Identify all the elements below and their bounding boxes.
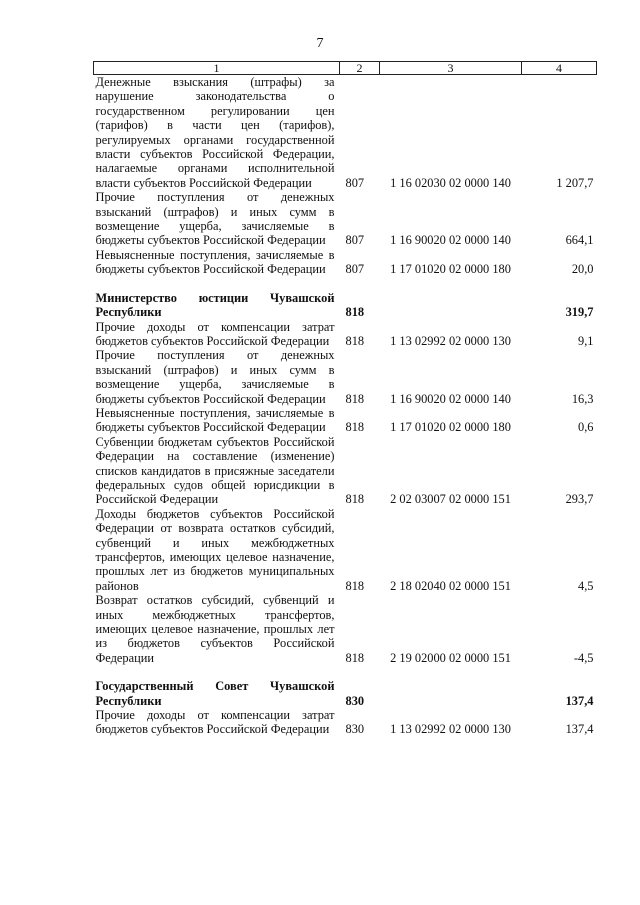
description-cell: Министерство юстиции Чувашской Республики [95,290,335,320]
amount-cell: 4,5 [578,578,594,593]
classification-code-cell: 2 02 03007 02 0000 151 [390,492,511,507]
amount-cell: 9,1 [578,333,594,348]
amount-cell: -4,5 [573,650,594,665]
table-header [94,62,597,75]
classification-code-cell: 2 18 02040 02 0000 151 [390,578,511,593]
column-header-3: 3 [380,62,522,75]
description-cell: Прочие поступления от денежных взысканий (штрафов) и иных сумм в возмещение ущерба, зачисляемые в бюджеты субъектов Российской Федерации [95,348,335,406]
section-row [94,679,597,708]
spacer-cell [94,277,597,291]
page-number: 7 [316,36,324,51]
column-header-2: 2 [340,62,380,75]
description-cell: Доходы бюджетов субъектов Российской Федерации от возврата остатков субсидий, субвенций и иных межбюджетных трансфертов, имеющих целевое назначение, прошлых лет из бюджетов муниципальных районов [95,506,335,593]
amount-cell: 319,7 [565,305,594,320]
column-header-4: 4 [522,62,597,75]
description-cell: Невыясненные поступления, зачисляемые в бюджеты субъектов Российской Федерации [95,247,335,277]
classification-code-cell: 1 16 02030 02 0000 140 [390,175,511,190]
admin-code-cell: 818 [345,305,365,320]
admin-code-cell: 818 [345,420,365,435]
classification-code-cell: 1 13 02992 02 0000 130 [390,722,511,737]
table-row [94,406,597,435]
table-row [94,348,597,406]
revenue-table [93,61,597,737]
table-body [94,75,597,737]
admin-code-cell: 830 [345,722,365,737]
amount-cell: 137,4 [565,693,594,708]
classification-code-cell: 1 17 01020 02 0000 180 [390,262,511,277]
amount-cell: 0,6 [578,420,594,435]
classification-code-cell [380,679,522,708]
amount-cell: 137,4 [565,722,594,737]
admin-code-cell: 830 [345,693,365,708]
classification-code-cell: 2 19 02000 02 0000 151 [390,650,511,665]
table-row [94,435,597,507]
admin-code-cell: 818 [345,492,365,507]
admin-code-cell: 818 [345,391,365,406]
column-header-1: 1 [94,62,340,75]
amount-cell: 293,7 [565,492,594,507]
table-row [94,593,597,665]
classification-code-cell: 1 16 90020 02 0000 140 [390,391,511,406]
table-row [94,708,597,737]
header-row [94,62,597,75]
admin-code-cell: 807 [345,262,365,277]
description-cell: Прочие доходы от компенсации затрат бюджетов субъектов Российской Федерации [95,708,335,737]
description-cell: Возврат остатков субсидий, субвенций и иных межбюджетных трансфертов, имеющих целевое назначение, прошлых лет из бюджетов субъектов Российской Федерации [95,593,335,665]
classification-code-cell: 1 16 90020 02 0000 140 [390,233,511,248]
admin-code-cell: 818 [345,650,365,665]
spacer-row [94,277,597,291]
table-row [94,190,597,248]
admin-code-cell: 807 [345,233,365,248]
amount-cell: 16,3 [571,391,594,406]
description-cell: Прочие доходы от компенсации затрат бюджетов субъектов Российской Федерации [95,319,335,348]
spacer-cell [94,665,597,679]
amount-cell: 664,1 [565,233,594,248]
admin-code-cell: 818 [345,333,365,348]
spacer-row [94,665,597,679]
table-row [94,507,597,593]
description-cell: Денежные взыскания (штрафы) за нарушение законодательства о государственном регулировании цен (тарифов) в части цен (тарифов), регулируемых органами государственной власти субъектов Российской Федерации, налагаемые органами исполнительной власти субъектов Российской Федерации [95,75,335,190]
section-row [94,291,597,320]
description-cell: Невыясненные поступления, зачисляемые в бюджеты субъектов Российской Федерации [95,405,335,435]
table-row [94,248,597,277]
admin-code-cell: 818 [345,578,365,593]
table-row [94,320,597,349]
admin-code-cell: 807 [345,175,365,190]
table-row [94,75,597,191]
description-cell: Прочие поступления от денежных взысканий (штрафов) и иных сумм в возмещение ущерба, зачисляемые в бюджеты субъектов Российской Федерации [95,190,335,248]
classification-code-cell [380,291,522,320]
amount-cell: 1 207,7 [556,175,594,190]
amount-cell: 20,0 [571,262,594,277]
description-cell: Государственный Совет Чувашской Республики [95,679,335,708]
classification-code-cell: 1 17 01020 02 0000 180 [390,420,511,435]
description-cell: Субвенции бюджетам субъектов Российской Федерации на составление (изменение) списков кандидатов в присяжные заседатели федеральных судов общей юрисдикции в Российской Федерации [95,434,335,507]
classification-code-cell: 1 13 02992 02 0000 130 [390,333,511,348]
